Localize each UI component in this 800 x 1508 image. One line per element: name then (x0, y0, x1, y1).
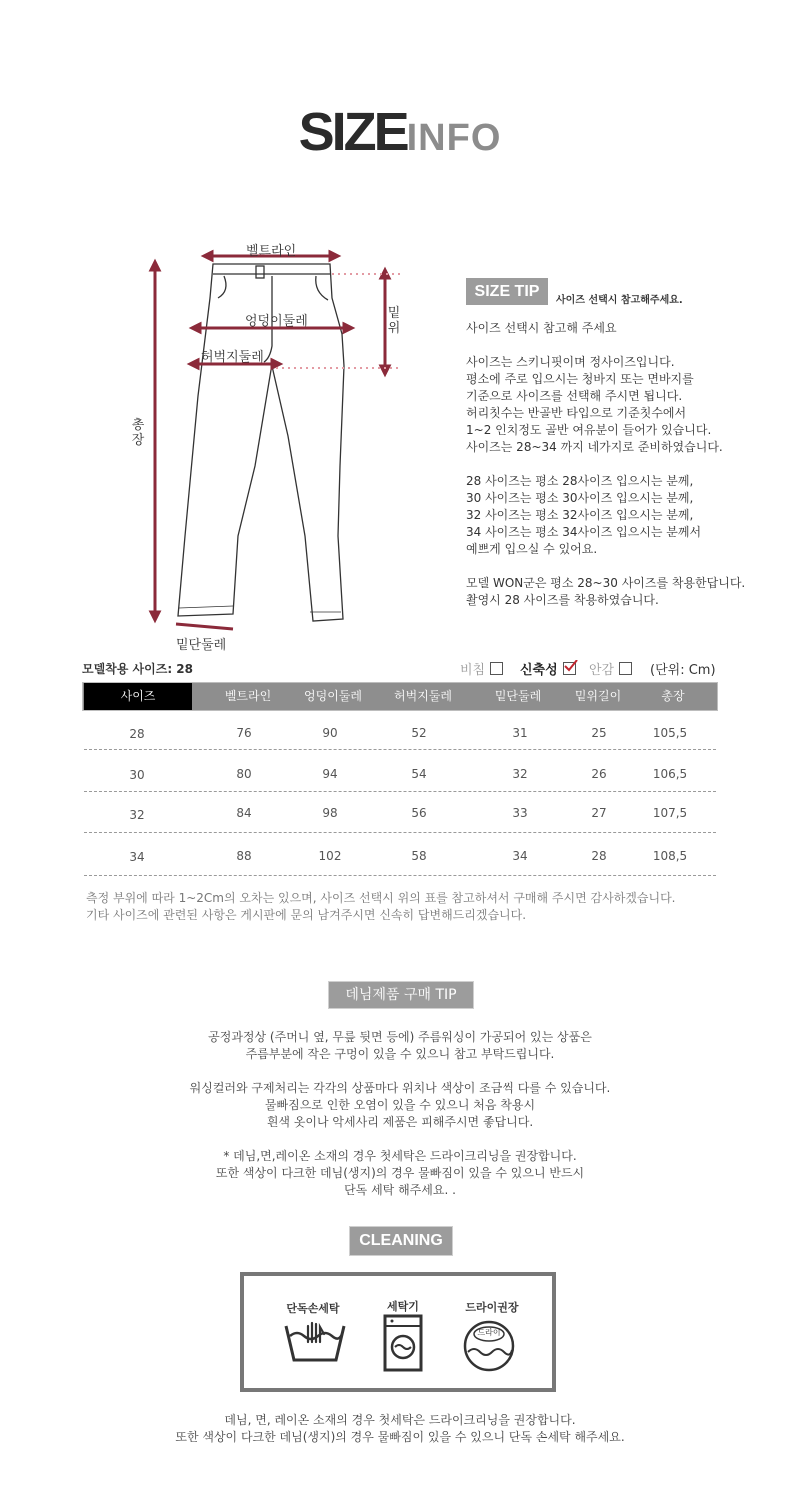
left-pocket (218, 276, 226, 298)
unit-label: (단위: Cm) (650, 663, 716, 678)
label-length: 총장 (131, 418, 145, 448)
label-rise: 밑위 (387, 306, 401, 336)
cell-hip: 90 (322, 726, 338, 740)
denim-tip-para2: 워싱컬러와 구제처리는 각각의 상품마다 위치나 색상이 조금씩 다를 수 있습니다. 물빠짐으로 인한 오염이 있을 수 있으니 처음 착용시 흰색 옷이나 악세사리 제품은 피해주시면 좋답니다. (189, 1081, 611, 1129)
cell-belt: 80 (236, 767, 252, 781)
th-length: 총장 (661, 689, 685, 703)
denim-tip-badge: 데님제품 구매 TIP (328, 981, 474, 1009)
dry-clean-icon (462, 1319, 516, 1373)
size-tip-badge: SIZE TIP (466, 278, 548, 305)
cell-belt: 88 (236, 849, 252, 863)
table-note: 측정 부위에 따라 1~2Cm의 오차는 있으며, 사이즈 선택시 위의 표를 참고하셔서 구매해 주시면 감사하겠습니다. 기타 사이즈에 관련된 사항은 게시판에 문의 남겨주시면 신속히 답변해드리겠습니다. (86, 891, 676, 922)
cell-rise: 27 (591, 806, 607, 820)
title-main: SIZE (298, 102, 407, 162)
denim-tip-para3: * 데님,면,레이온 소재의 경우 첫세탁은 드라이크리닝을 권장합니다. 또한 색상이 다크한 데님(생지)의 경우 물빠짐이 있을 수 있으니 반드시 단독 세탁 해주세요. . (215, 1149, 585, 1197)
th-hem: 밑단둘레 (494, 689, 542, 703)
right-pocket (316, 276, 328, 300)
care-label-dry: 드라이권장 (465, 1301, 519, 1314)
size-tip-body: 사이즈 선택시 참고해 주세요 사이즈는 스키니핏이며 정사이즈입니다. 평소에 주로 입으시는 청바지 또는 면바지를 기준으로 사이즈를 선택해 주시면 됩니다. 허리칫수는 반골반 타입으로 기준칫수에서 1~2 인치정도 골반 여유분이 들어가 있습니다. 사이즈는 28~34 까지 네가지로 준비하였습니다. 28 사이즈는 평소 28사이즈 입으시는 분께, 30 사이즈는 평소 30사이즈 입으시는 분께, 32 사이즈는 평소 32사이즈 입으시는 분께, 34 사이즈는 평소 34사이즈 입으시는 분께서 예쁘게 입으실 수 있어요. 모델 WON군은 평소 28~30 사이즈를 착용한답니다. 촬영시 28 사이즈를 착용하였습니다. (466, 321, 746, 607)
dry-clean-icon-text: 드라이 (477, 1328, 501, 1337)
th-thigh: 허벅지둘레 (394, 689, 452, 703)
washing-machine-icon (383, 1314, 423, 1372)
cell-length: 106,5 (652, 767, 688, 781)
cell-thigh: 58 (411, 849, 427, 863)
cell-hip: 98 (322, 806, 338, 820)
care-label-handwash: 단독손세탁 (286, 1302, 340, 1315)
cell-thigh: 54 (411, 767, 427, 781)
fit-see-through: 비침 (460, 659, 503, 678)
belt-loop (256, 266, 264, 278)
size-tip-subtitle: 사이즈 선택시 참고해주세요. (556, 295, 683, 306)
cell-size: 34 (129, 850, 145, 864)
cell-length: 105,5 (652, 726, 688, 740)
checkbox-lining (619, 662, 632, 675)
cell-size: 32 (129, 808, 145, 822)
cell-length: 108,5 (652, 849, 688, 863)
cell-belt: 84 (236, 806, 252, 820)
denim-tip-para1: 공정과정상 (주머니 옆, 무릎 뒷면 등에) 주름워싱이 가공되어 있는 상품은 주름부분에 작은 구멍이 있을 수 있으니 참고 부탁드립니다. (208, 1030, 592, 1061)
th-hip: 엉덩이둘레 (304, 689, 362, 703)
pants-diagram (130, 236, 430, 656)
cell-thigh: 52 (411, 726, 427, 740)
cell-hem: 32 (512, 767, 528, 781)
table-header (82, 682, 718, 711)
checkbox-stretch (563, 662, 576, 675)
model-size: 모델착용 사이즈: 28 (82, 662, 193, 676)
cell-hem: 34 (512, 849, 528, 863)
cleaning-footer: 데님, 면, 레이온 소재의 경우 첫세탁은 드라이크리닝을 권장합니다. 또한 색상이 다크한 데님(생지)의 경우 물빠짐이 있을 수 있으니 단독 손세탁 해주세요. (175, 1413, 625, 1444)
cell-hem: 31 (512, 726, 528, 740)
fit-stretch: 신축성 (520, 659, 576, 678)
cell-rise: 25 (591, 726, 607, 740)
cell-hip: 94 (322, 767, 338, 781)
th-size: 사이즈 (84, 683, 192, 710)
label-hip: 엉덩이둘레 (245, 314, 308, 329)
cell-thigh: 56 (411, 806, 427, 820)
cell-belt: 76 (236, 726, 252, 740)
th-belt: 벨트라인 (224, 689, 272, 703)
label-hem: 밑단둘레 (176, 638, 227, 653)
cell-size: 28 (129, 727, 145, 741)
checkbox-see-through (490, 662, 503, 675)
label-belt: 벨트라인 (246, 244, 297, 259)
hand-wash-icon (284, 1320, 346, 1368)
cell-hip: 102 (318, 849, 342, 863)
fit-lining: 안감 (589, 659, 632, 678)
title-sub: INFO (406, 117, 502, 159)
cell-rise: 26 (591, 767, 607, 781)
cell-hem: 33 (512, 806, 528, 820)
left-hem (179, 606, 233, 608)
cell-length: 107,5 (652, 806, 688, 820)
page-title (0, 102, 800, 162)
hem-measure (176, 624, 233, 629)
cell-rise: 28 (591, 849, 607, 863)
th-rise: 밑위길이 (574, 689, 622, 703)
care-label-machine: 세탁기 (387, 1300, 419, 1313)
label-thigh: 허벅지둘레 (201, 350, 264, 365)
cell-size: 30 (129, 768, 145, 782)
cleaning-badge: CLEANING (349, 1226, 453, 1256)
